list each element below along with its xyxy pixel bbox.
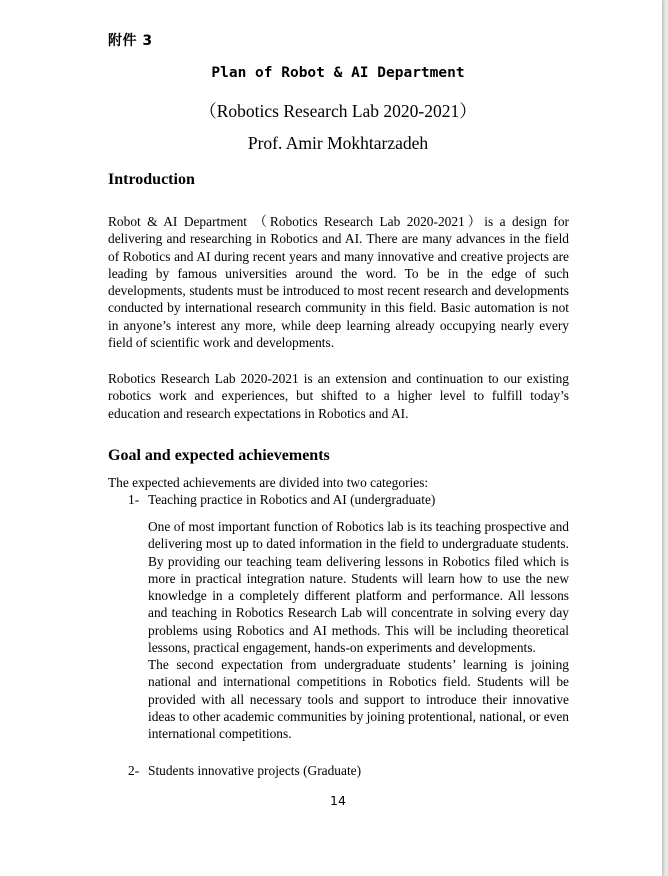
list-item-1-paragraph-1: One of most important function of Robotics lab is its teaching prospective and delivering most up to dated information in the field to undergraduate students. By providing our teaching team delivering lessons in Robotics filed which is more in practical integration nature. Students will learn how to use the new knowledge in a completely different platform and performance. All lessons and teaching in Robotics Research Lab will concentrate in solving every day problems using Robotics and AI methods. This will be including theoretical lessons, practical engagement, hands-on experiments and developments. <box>148 519 569 656</box>
list-item-2-marker: 2- <box>128 763 140 778</box>
list-item-1-paragraph-2: The second expectation from undergraduate students’ learning is joining national and international competitions in Robotics field. Students will be provided with all necessary tools and support to introduce their innovative ideas to other academic communities by joining protentional, national, or even international competitions. <box>148 657 569 742</box>
introduction-heading: Introduction <box>108 171 195 188</box>
list-item-1-label: Teaching practice in Robotics and AI (undergraduate) <box>148 492 436 507</box>
document-subtitle: （Robotics Research Lab 2020-2021） <box>199 101 477 121</box>
goals-intro-line: The expected achievements are divided into two categories: <box>108 475 429 490</box>
goals-heading: Goal and expected achievements <box>108 447 330 464</box>
document-author: Prof. Amir Mokhtarzadeh <box>247 133 429 153</box>
page-number: 14 <box>330 793 346 808</box>
list-item-2-label: Students innovative projects (Graduate) <box>148 763 362 778</box>
introduction-paragraph-2: Robotics Research Lab 2020-2021 is an extension and continuation to our existing robotics work and experiences, but shifted to a higher level to fulfill today’s education and research expectations in Robotics and AI. <box>108 371 569 421</box>
introduction-paragraph-1: Robot & AI Department （Robotics Research Lab 2020-2021）is a design for delivering and researching in Robotics and AI. There are many advances in the field of Robotics and AI during recent years and many innovative and creative projects are leading by famous universities around the word. To be in the edge of such developments, students must be introduced to most recent research and developments conducted by international research community in this field. Basic automation is not in anyone’s interest any more, while deep learning already occupying nearly every field of scientific work and developments. <box>108 214 569 351</box>
list-item-1-marker: 1- <box>128 492 140 507</box>
attachment-label: 附件 3 <box>108 33 153 49</box>
document-title: Plan of Robot & AI Department <box>211 65 465 81</box>
